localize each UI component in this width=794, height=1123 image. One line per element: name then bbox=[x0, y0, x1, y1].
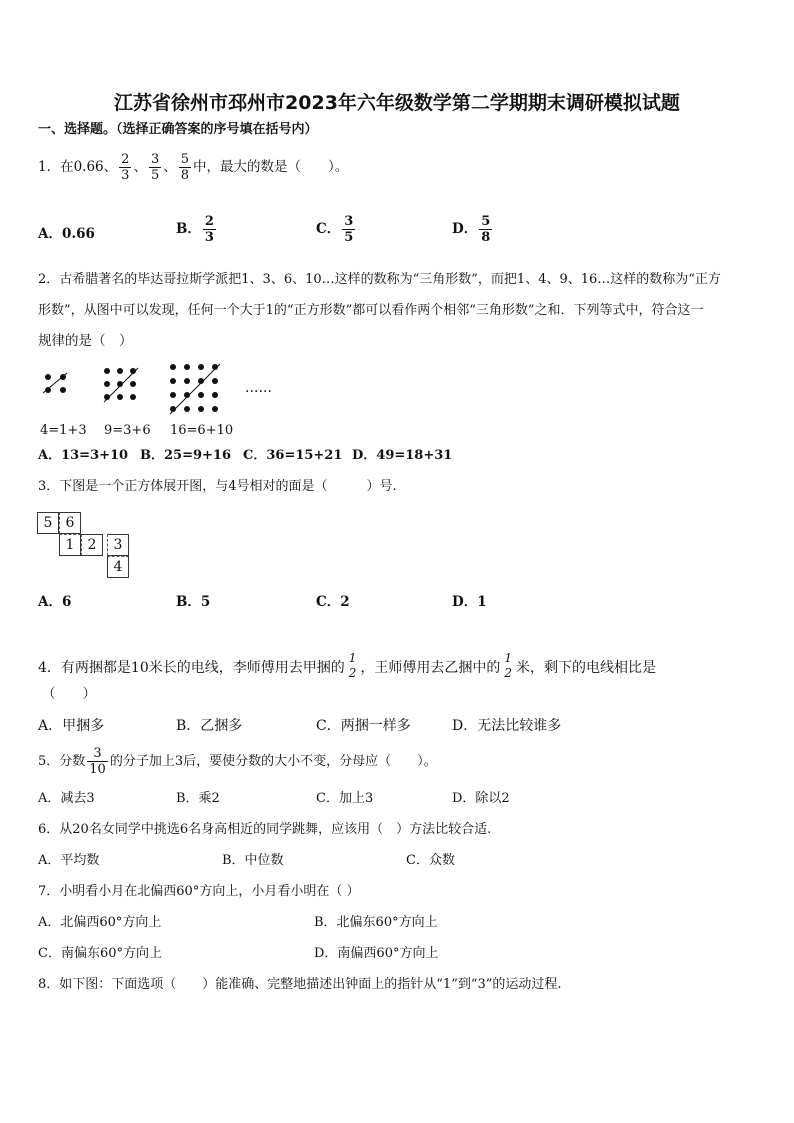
q7-option-b: B．北偏东60°方向上 bbox=[314, 915, 438, 930]
q4-option-d: D．无法比较谁多 bbox=[452, 718, 562, 734]
net-cell: 1 bbox=[59, 534, 81, 556]
q2-option-a: A．13=3+10 bbox=[38, 448, 129, 463]
net-cell: 5 bbox=[37, 512, 59, 534]
q5-option-d: D．除以2 bbox=[452, 791, 510, 806]
net-cell: 3 bbox=[107, 534, 129, 556]
question-5 bbox=[38, 746, 437, 777]
q1-prefix: 1．在0.66、 bbox=[38, 159, 118, 175]
page-title: 江苏省徐州市邳州市2023年六年级数学第二学期期末调研模拟试题 bbox=[114, 92, 680, 114]
q1-sep: 、 bbox=[133, 159, 147, 175]
q4-part-1: 4．有两捆都是10米长的电线，李师傅用去甲捆的 bbox=[38, 660, 345, 676]
caption-2: 9=3+6 bbox=[104, 423, 151, 438]
caption-3: 16=6+10 bbox=[170, 423, 234, 438]
q5-fraction: $\frac{3}{10}$ bbox=[89, 746, 106, 777]
q5-prefix: 5．分数 bbox=[38, 754, 86, 769]
q4-fraction-1: 1 2 bbox=[348, 651, 357, 680]
q3-option-c: C．2 bbox=[316, 594, 350, 610]
q3-option-b: B．5 bbox=[176, 594, 211, 610]
q4-option-c: C．两捆一样多 bbox=[316, 718, 411, 734]
q6-text: 6．从20名女同学中挑选6名身高相近的同学跳舞，应该用（ ）方法比较合适. bbox=[38, 822, 492, 837]
q8-text: 8．如下图：下面选项（ ）能准确、完整地描述出钟面上的指针从“1”到“3”的运动过程. bbox=[38, 977, 562, 992]
q7-option-a: A．北偏西60°方向上 bbox=[38, 915, 162, 930]
separator-line bbox=[166, 360, 222, 416]
q1-sep: 、 bbox=[163, 159, 177, 175]
q2-option-c: C．36=15+21 bbox=[243, 448, 343, 463]
question-1 bbox=[38, 152, 348, 183]
q4-fraction-2: 1 2 bbox=[504, 651, 513, 680]
q2-line-3: 规律的是（ ） bbox=[38, 333, 133, 349]
q4-option-a: A．甲捆多 bbox=[38, 718, 105, 734]
q2-option-b: B．25=9+16 bbox=[140, 448, 232, 463]
separator-line bbox=[100, 364, 140, 404]
q2-line-2: 形数”，从图中可以发现，任何一个大于1的“正方形数”都可以看作两个相邻“三角形数”之和．下列等式中，符合这一 bbox=[38, 303, 704, 318]
net-cell: 4 bbox=[107, 556, 129, 578]
net-cell: 6 bbox=[59, 512, 81, 534]
q7-option-c: C．南偏东60°方向上 bbox=[38, 946, 162, 961]
q1-option-d: D． $\frac{5}{8}$ bbox=[452, 214, 491, 245]
ellipsis: …… bbox=[245, 380, 272, 396]
q5-option-b: B．乘2 bbox=[176, 791, 220, 806]
section-heading: 一、选择题。（选择正确答案的序号填在括号内） bbox=[38, 122, 318, 137]
q6-option-c: C．众数 bbox=[406, 853, 455, 868]
q6-option-a: A．平均数 bbox=[38, 853, 100, 868]
q1-option-b: B． $\frac{2}{3}$ bbox=[176, 214, 214, 245]
q5-option-c: C．加上3 bbox=[316, 791, 374, 806]
q2-option-d: D．49=18+31 bbox=[352, 448, 453, 463]
net-cell: 2 bbox=[81, 534, 103, 556]
q4-line-1 bbox=[38, 651, 656, 681]
caption-1: 4=1+3 bbox=[40, 423, 87, 438]
q3-option-d: D．1 bbox=[452, 594, 487, 610]
q7-option-d: D．南偏西60°方向上 bbox=[314, 946, 439, 961]
q1-fraction-2: $\frac{3}{5}$ bbox=[150, 152, 160, 183]
q4-part-2: ，王师傅用去乙捆中的 bbox=[360, 660, 501, 676]
q1-option-a: A．0.66 bbox=[38, 226, 95, 242]
q3-text: 3．下图是一个正方体展开图，与4号相对的面是（ ）号. bbox=[38, 479, 397, 494]
q6-option-b: B．中位数 bbox=[222, 853, 284, 868]
q1-suffix: 中，最大的数是（ ）。 bbox=[193, 159, 349, 175]
q4-part-3: 米，剩下的电线相比是 bbox=[516, 660, 657, 676]
q7-text: 7．小明看小月在北偏西60°方向上，小月看小明在（ ） bbox=[38, 884, 360, 899]
q2-line-1: 2．古希腊著名的毕达哥拉斯学派把1、3、6、10…这样的数称为“三角形数”，而把1、4、9、16…这样的数称为“正方 bbox=[38, 272, 721, 287]
q3-option-a: A．6 bbox=[38, 594, 72, 610]
q4-option-b: B．乙捆多 bbox=[176, 718, 243, 734]
q5-suffix: 的分子加上3后，要使分数的大小不变，分母应（ ）。 bbox=[109, 754, 437, 769]
q1-fraction-1: $\frac{2}{3}$ bbox=[121, 152, 130, 183]
q4-line-2: （ ） bbox=[42, 686, 96, 702]
q1-option-c: C． $\frac{3}{5}$ bbox=[316, 214, 354, 245]
q1-fraction-3: $\frac{5}{8}$ bbox=[180, 152, 189, 183]
q5-option-a: A．减去3 bbox=[38, 791, 95, 806]
